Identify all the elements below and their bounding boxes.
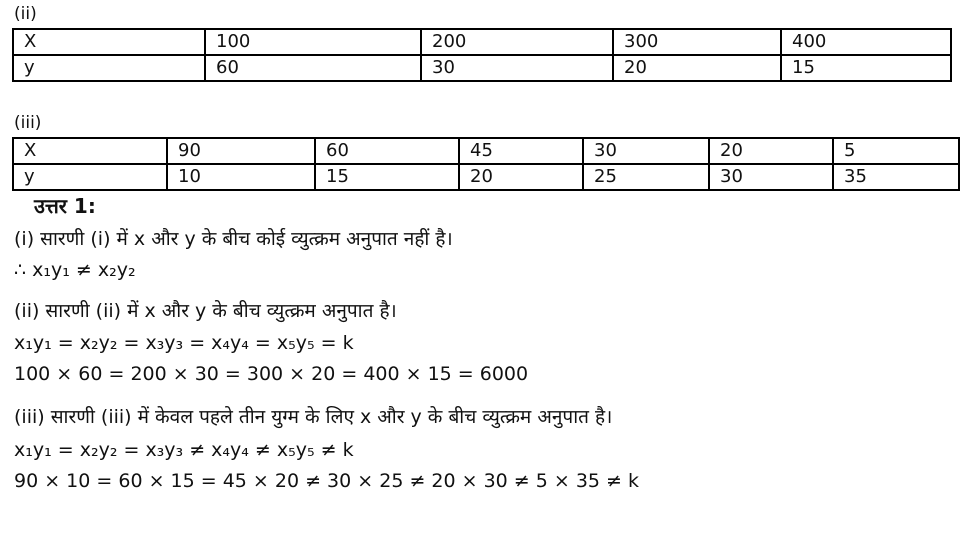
table-cell: 60 [315,138,459,164]
table-row [13,29,951,55]
answer-line: (iii) सारणी (iii) में केवल पहले तीन युग्म के लिए x और y के बीच व्युत्क्रम अनुपात है। [14,406,613,428]
table-iii-label: (iii) [14,113,42,133]
answer-line: (i) सारणी (i) में x और y के बीच कोई व्युत्क्रम अनुपात नहीं है। [14,228,453,250]
table-cell: 5 [833,138,959,164]
answer-line: ∴ x₁y₁ ≠ x₂y₂ [14,259,136,281]
answer-line: 100 × 60 = 200 × 30 = 300 × 20 = 400 × 15 = 6000 [14,363,529,385]
answer-heading: उत्तर 1: [34,194,96,218]
table-cell: 90 [167,138,315,164]
table-cell: y [13,55,205,81]
table-cell: X [13,138,167,164]
table-cell: 30 [421,55,613,81]
table-cell: 300 [613,29,781,55]
table-ii [12,28,952,82]
table-cell: 10 [167,164,315,190]
table-cell: X [13,29,205,55]
table-cell: 20 [459,164,583,190]
table-cell: 25 [583,164,709,190]
table-ii-label: (ii) [14,4,37,24]
answer-line: x₁y₁ = x₂y₂ = x₃y₃ = x₄y₄ = x₅y₅ = k [14,332,354,354]
answer-line: (ii) सारणी (ii) में x और y के बीच व्युत्क्रम अनुपात है। [14,300,397,322]
table-cell: 30 [583,138,709,164]
answer-line: 90 × 10 = 60 × 15 = 45 × 20 ≠ 30 × 25 ≠ 20 × 30 ≠ 5 × 35 ≠ k [14,470,640,492]
table-cell: 15 [781,55,951,81]
table-cell: 30 [709,164,833,190]
table-cell: 45 [459,138,583,164]
table-cell: 35 [833,164,959,190]
table-cell: 20 [709,138,833,164]
answer-line: x₁y₁ = x₂y₂ = x₃y₃ ≠ x₄y₄ ≠ x₅y₅ ≠ k [14,439,354,461]
table-cell: 60 [205,55,421,81]
table-cell: 100 [205,29,421,55]
table-cell: 400 [781,29,951,55]
table-cell: 15 [315,164,459,190]
table-cell: 20 [613,55,781,81]
table-iii [12,137,960,191]
table-cell: y [13,164,167,190]
table-cell: 200 [421,29,613,55]
table-row [13,164,959,190]
table-row [13,138,959,164]
table-row [13,55,951,81]
